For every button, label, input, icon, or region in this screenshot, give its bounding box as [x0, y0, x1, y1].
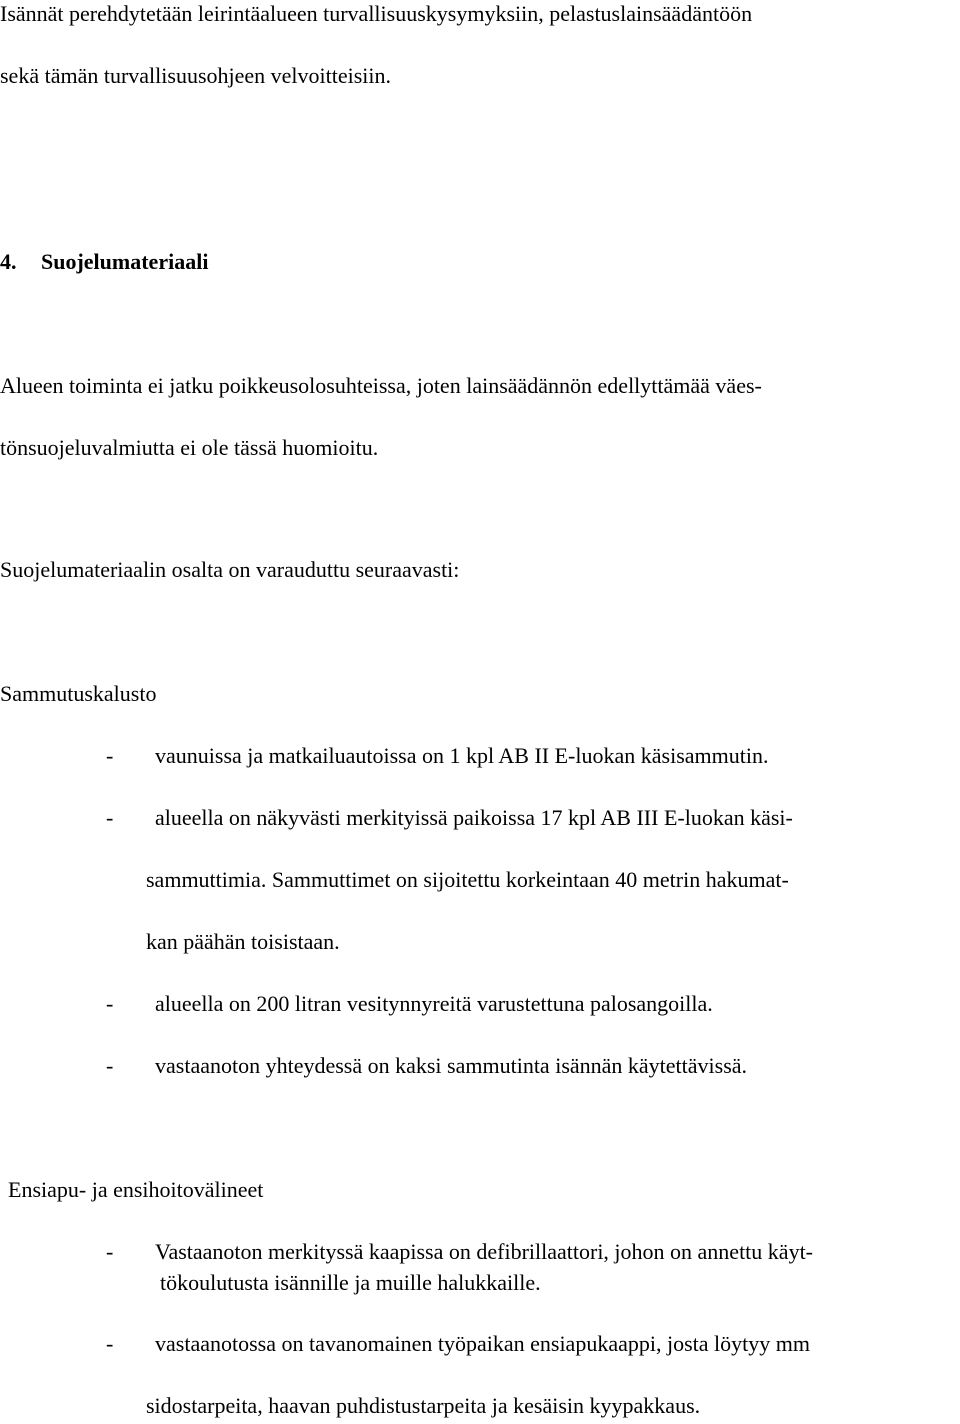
ensiapu-item-2-line-2: sidostarpeita, haavan puhdistustarpeita ja kesäisin kyypakkaus.: [146, 1393, 701, 1418]
section-number: 4.: [0, 249, 17, 274]
section-title: Suojelumateriaali: [41, 249, 209, 274]
list-bullet: -: [106, 1053, 114, 1078]
sammutus-item-4-line-1: vastaanoton yhteydessä on kaksi sammutinta isännän käytettävissä.: [155, 1053, 748, 1078]
list-bullet: -: [106, 805, 114, 830]
section-para-line-2: tönsuojeluvalmiutta ei ole tässä huomioitu.: [0, 435, 379, 460]
sammutus-heading: Sammutuskalusto: [0, 681, 157, 706]
section-para-line-1: Alueen toiminta ei jatku poikkeusolosuhteissa, joten lainsäädännön edellyttämää väes-: [0, 373, 762, 398]
list-bullet: -: [106, 991, 114, 1016]
sammutus-item-1-line-1: vaunuissa ja matkailuautoissa on 1 kpl AB II E-luokan käsisammutin.: [155, 743, 769, 768]
ensiapu-item-1-line-2: tökoulutusta isännille ja muille halukkaille.: [160, 1270, 541, 1295]
list-bullet: -: [106, 1331, 114, 1356]
intro-line-1: Isännät perehdytetään leirintäalueen turvallisuuskysymyksiin, pelastuslainsäädäntöön: [0, 1, 753, 26]
sammutus-item-2-line-3: kan päähän toisistaan.: [146, 929, 340, 954]
list-bullet: -: [106, 743, 114, 768]
ensiapu-heading: Ensiapu- ja ensihoitovälineet: [8, 1177, 264, 1202]
sammutus-item-2-line-2: sammuttimia. Sammuttimet on sijoitettu korkeintaan 40 metrin hakumat-: [146, 867, 789, 892]
intro-line-2: sekä tämän turvallisuusohjeen velvoitteisiin.: [0, 63, 392, 88]
sammutus-item-2-line-1: alueella on näkyvästi merkityissä paikoissa 17 kpl AB III E-luokan käsi-: [155, 805, 793, 830]
ensiapu-item-1-line-1: Vastaanoton merkityssä kaapissa on defibrillaattori, johon on annettu käyt-: [155, 1239, 814, 1264]
sammutus-item-3-line-1: alueella on 200 litran vesitynnyreitä varustettuna palosangoilla.: [155, 991, 713, 1016]
section-prep-text: Suojelumateriaalin osalta on varauduttu seuraavasti:: [0, 557, 460, 582]
list-bullet: -: [106, 1239, 114, 1264]
ensiapu-item-2-line-1: vastaanotossa on tavanomainen työpaikan ensiapukaappi, josta löytyy mm: [155, 1331, 810, 1356]
